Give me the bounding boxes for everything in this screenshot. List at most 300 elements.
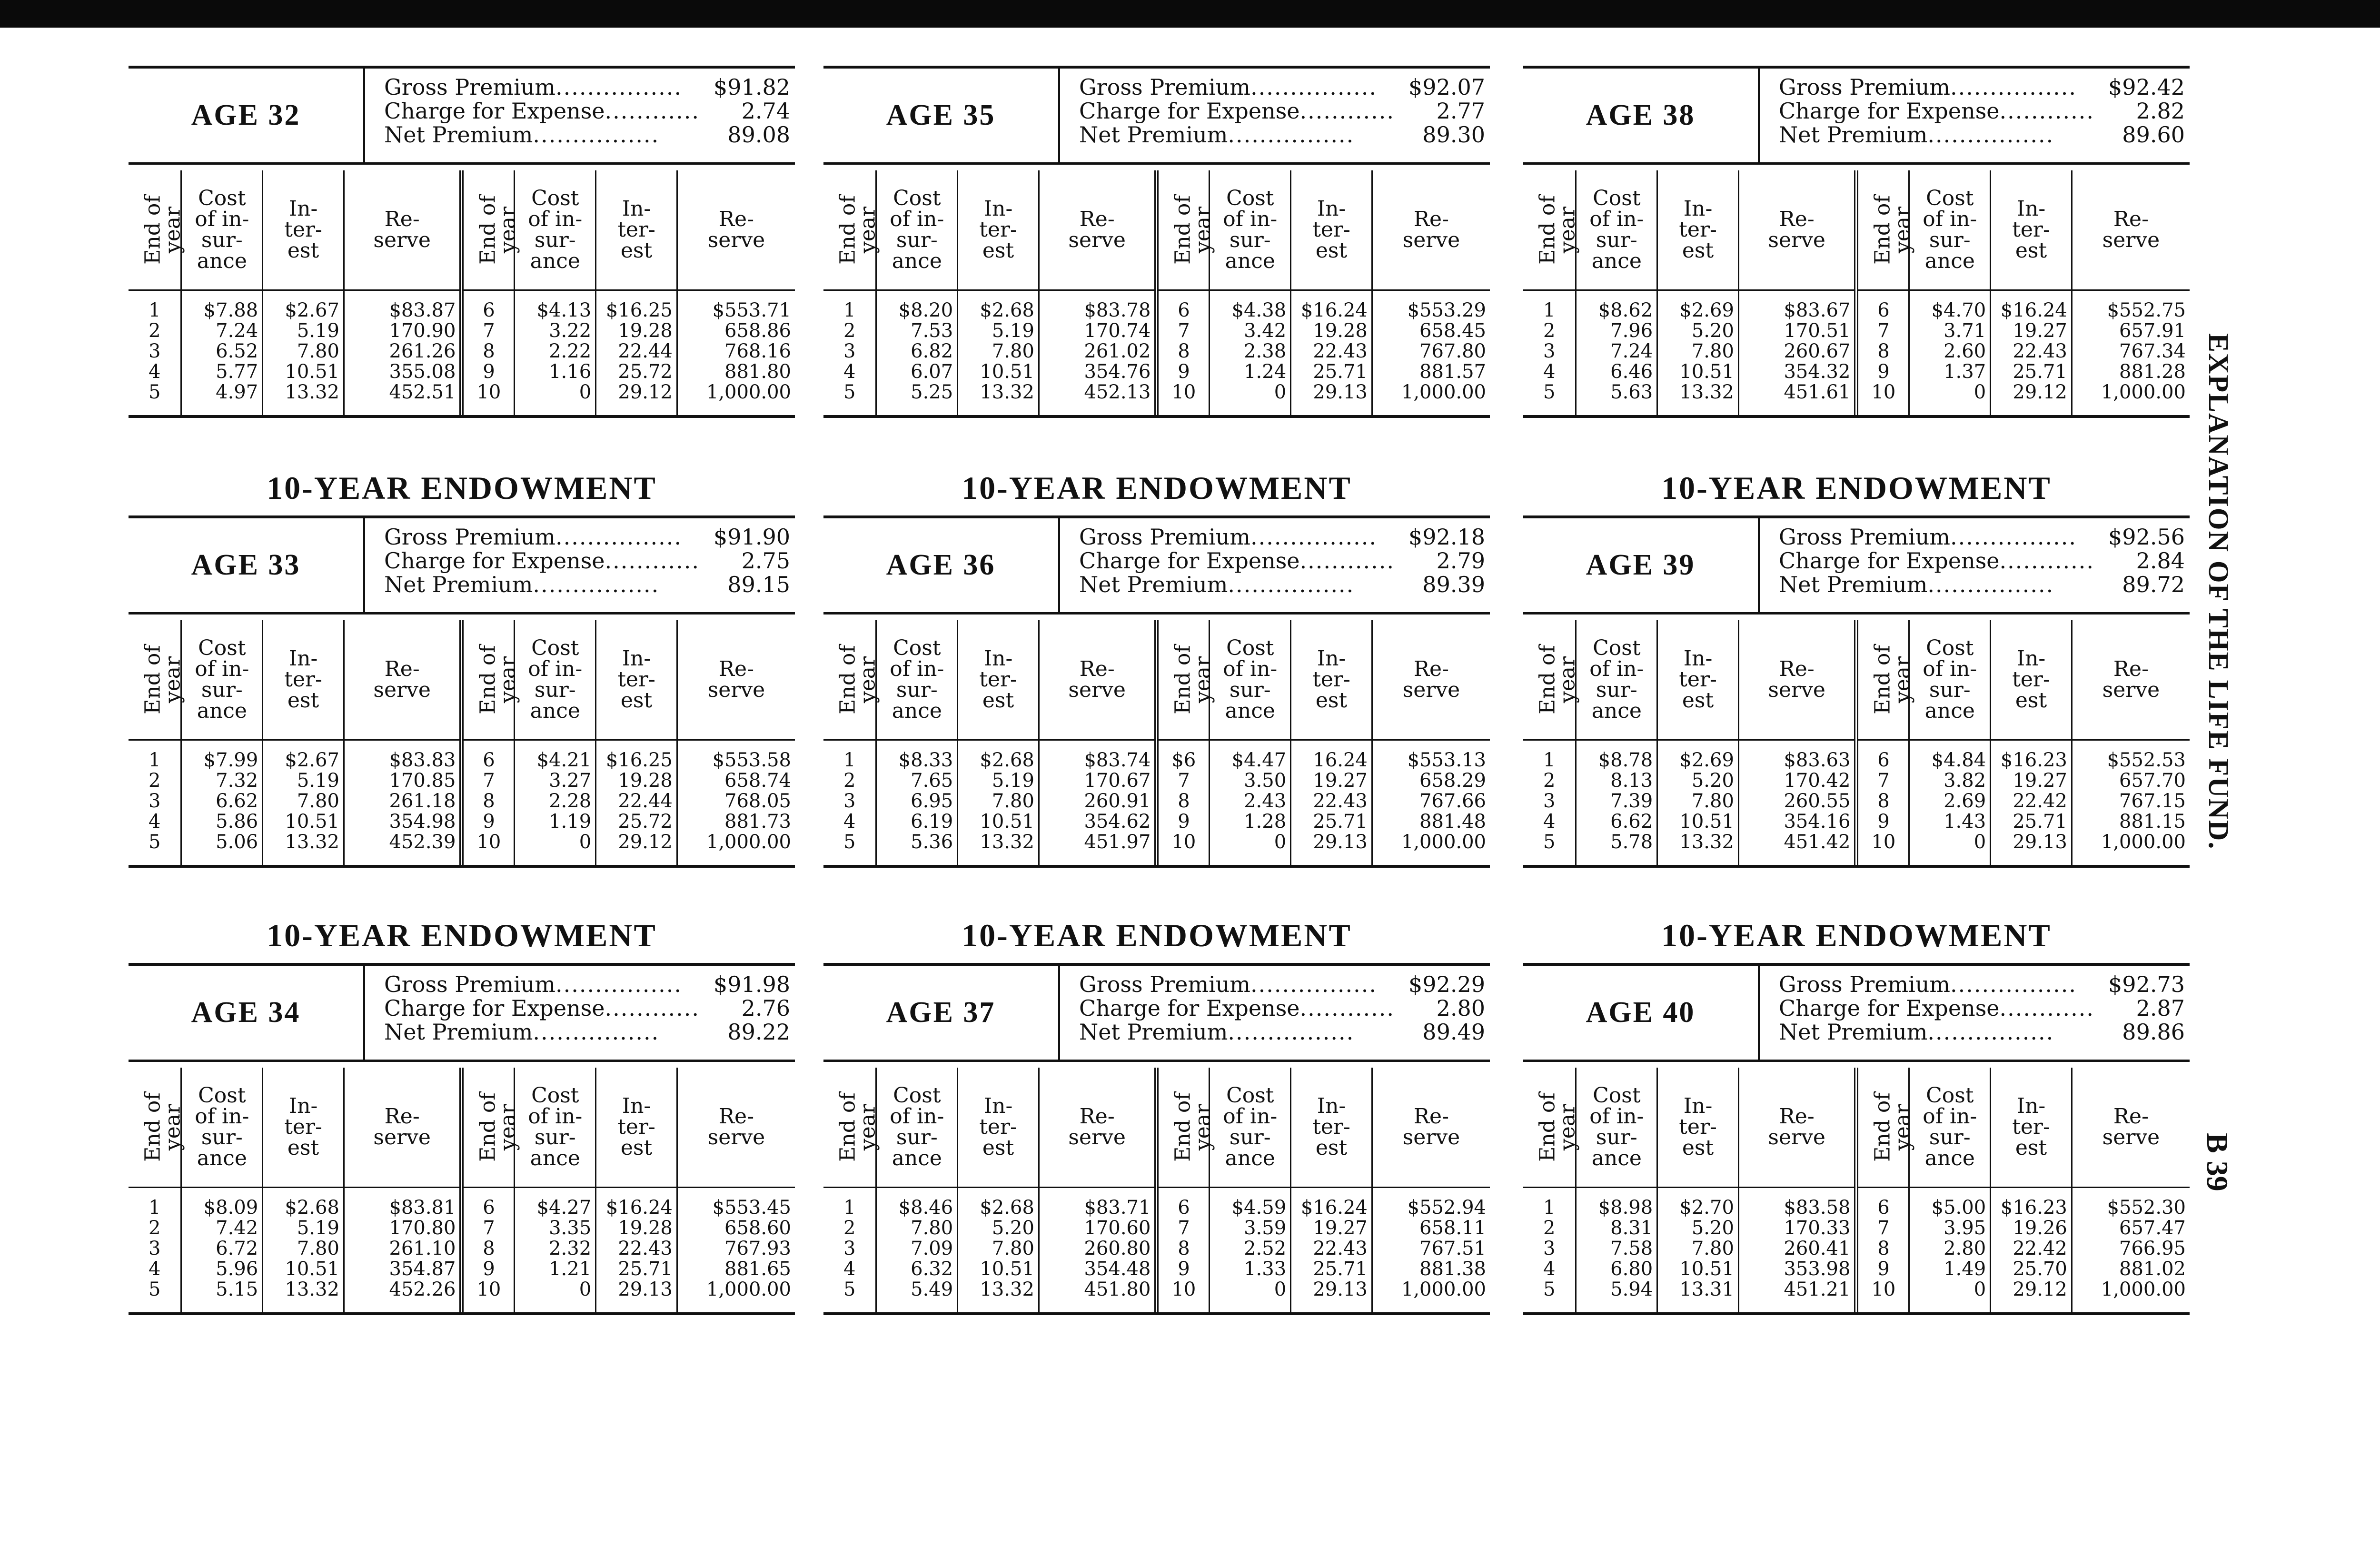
block-bottom-rule [823, 1312, 1490, 1315]
table-cell: 29.13 [1291, 1279, 1372, 1312]
table-cell: $4.70 [1909, 290, 1991, 321]
table-cell: 767.51 [1372, 1239, 1490, 1259]
table-cell: 13.32 [1657, 382, 1739, 415]
col-reserve: Re- serve [677, 1068, 795, 1188]
table-cell: 19.28 [596, 1218, 677, 1239]
col-end-of-year: End of year [129, 1068, 181, 1188]
table-row [823, 1279, 1490, 1312]
table-cell: 1,000.00 [1372, 832, 1490, 865]
table-cell: 354.48 [1039, 1259, 1157, 1279]
net-premium-value: 89.49 [1422, 1019, 1485, 1045]
block-heading [823, 19, 1490, 57]
table-cell: 10 [462, 832, 515, 865]
premium-summary [1760, 69, 2190, 162]
table-cell: $16.25 [596, 290, 677, 321]
endowment-block [823, 916, 1490, 1315]
gross-premium-value: $92.07 [1408, 74, 1485, 100]
premium-summary [1760, 966, 2190, 1060]
table-cell: $83.63 [1738, 740, 1856, 771]
net-premium-row [384, 123, 795, 147]
table-cell: 4 [1543, 1258, 1556, 1280]
gross-premium-row [1779, 972, 2190, 996]
table-cell: 768.16 [677, 341, 795, 362]
table-row [1523, 1218, 2190, 1239]
age-label: AGE 36 [823, 518, 1060, 612]
expense-charge-label: Charge for Expense [384, 98, 605, 124]
table-cell: 5.63 [1576, 382, 1657, 415]
block-heading: 10-YEAR ENDOWMENT [962, 470, 1352, 506]
table-cell: 881.38 [1372, 1259, 1490, 1279]
net-premium-label: Net Premium [1779, 572, 1928, 597]
table-row [823, 321, 1490, 341]
table-cell: 8 [1157, 791, 1210, 812]
table-cell: 6.72 [181, 1239, 263, 1259]
table-cell: $16.23 [1991, 1188, 2072, 1219]
expense-charge-row [384, 549, 795, 573]
table-cell: 3.35 [515, 1218, 596, 1239]
endowment-block [129, 916, 795, 1315]
table-cell: 2 [1543, 320, 1556, 342]
table-cell: 1,000.00 [1372, 1279, 1490, 1312]
table-cell: 5 [149, 1278, 161, 1300]
net-premium-value: 89.39 [1422, 572, 1485, 597]
table-cell: 4 [843, 1258, 856, 1280]
table-cell: 657.91 [2072, 321, 2190, 341]
table-cell: 19.27 [1991, 771, 2072, 791]
net-premium-label: Net Premium [1079, 572, 1228, 597]
table-cell: 25.72 [596, 812, 677, 832]
table-row [823, 832, 1490, 865]
table-cell: 13.31 [1657, 1279, 1739, 1312]
age-label: AGE 40 [1523, 966, 1760, 1060]
expense-charge-row [1079, 549, 1490, 573]
table-cell: 22.43 [596, 1239, 677, 1259]
table-cell: 16.24 [1291, 740, 1372, 771]
table-row [129, 362, 795, 382]
table-cell: 355.08 [344, 362, 462, 382]
reserve-table [823, 620, 1490, 865]
col-end-of-year: End of year [1523, 1068, 1576, 1188]
table-cell: 2.52 [1210, 1239, 1291, 1259]
table-cell: 767.80 [1372, 341, 1490, 362]
leader-dots: ................ [1228, 123, 1355, 147]
table-cell: 5.06 [181, 832, 263, 865]
col-end-of-year: End of year [1523, 620, 1576, 740]
col-reserve: Re- serve [1738, 170, 1856, 290]
table-cell: 451.42 [1738, 832, 1856, 865]
table-row [823, 1188, 1490, 1219]
leader-dots: ................ [533, 123, 660, 147]
col-interest: In- ter- est [958, 170, 1039, 290]
table-cell: 2.80 [1909, 1239, 1991, 1259]
table-cell: 7.80 [958, 341, 1039, 362]
expense-charge-label: Charge for Expense [1779, 995, 2000, 1021]
premium-summary [1060, 966, 1490, 1060]
table-row [129, 832, 795, 865]
leader-dots: ................ [1250, 972, 1377, 996]
table-cell: 10.51 [1657, 812, 1739, 832]
table-cell: 7.58 [1576, 1239, 1657, 1259]
table-cell: 10 [1856, 382, 1909, 415]
leader-dots: ................ [555, 525, 682, 549]
table-cell: $552.53 [2072, 740, 2190, 771]
table-cell: $2.68 [958, 290, 1039, 321]
sidebar [2190, 333, 2280, 1285]
table-row [129, 1259, 795, 1279]
block-bottom-rule [1523, 1312, 2190, 1315]
table-cell: 10 [1856, 1279, 1909, 1312]
gross-premium-value: $91.90 [714, 524, 790, 550]
block-bottom-rule [1523, 865, 2190, 868]
table-cell: $16.24 [1291, 1188, 1372, 1219]
col-end-of-year: End of year [462, 1068, 515, 1188]
table-cell: 5 [843, 831, 856, 853]
table-cell: 766.95 [2072, 1239, 2190, 1259]
table-cell: 5.20 [958, 1218, 1039, 1239]
table-cell: 7.42 [181, 1218, 263, 1239]
table-cell: 2.32 [515, 1239, 596, 1259]
table-cell: 0 [1210, 1279, 1291, 1312]
col-interest: In- ter- est [1991, 620, 2072, 740]
table-cell: 170.74 [1039, 321, 1157, 341]
table-row [129, 382, 795, 415]
leader-dots: ................ [1950, 972, 2077, 996]
table-row [1523, 1259, 2190, 1279]
expense-charge-value: 2.84 [2136, 548, 2185, 574]
table-cell: 5.49 [876, 1279, 958, 1312]
table-cell: 7.39 [1576, 791, 1657, 812]
table-cell: $8.78 [1576, 740, 1657, 771]
col-reserve: Re- serve [2072, 1068, 2190, 1188]
table-cell: 5.19 [263, 321, 344, 341]
table-cell: 10.51 [958, 362, 1039, 382]
table-cell: 7.24 [181, 321, 263, 341]
net-premium-value: 89.86 [2122, 1019, 2185, 1045]
table-cell: 7.24 [1576, 341, 1657, 362]
expense-charge-label: Charge for Expense [384, 548, 605, 574]
table-cell: 6.62 [181, 791, 263, 812]
gross-premium-row [1079, 525, 1490, 549]
table-cell: 13.32 [958, 832, 1039, 865]
table-cell: 13.32 [1657, 832, 1739, 865]
col-interest: In- ter- est [596, 1068, 677, 1188]
table-cell: 7 [1157, 321, 1210, 341]
endowment-block [1523, 469, 2190, 868]
block-bottom-rule [129, 415, 795, 418]
table-cell: 6.62 [1576, 812, 1657, 832]
col-cost-of-insurance: Cost of in- sur- ance [1576, 620, 1657, 740]
table-cell: 10.51 [958, 1259, 1039, 1279]
table-cell: 170.60 [1039, 1218, 1157, 1239]
table-cell: 354.76 [1039, 362, 1157, 382]
reserve-table [1523, 620, 2190, 865]
table-cell: 7 [462, 1218, 515, 1239]
expense-charge-row [1079, 996, 1490, 1020]
table-cell: 451.80 [1039, 1279, 1157, 1312]
table-cell: 7 [1157, 771, 1210, 791]
net-premium-value: 89.15 [727, 572, 790, 597]
premium-header [1523, 66, 2190, 165]
age-label: AGE 33 [129, 518, 365, 612]
table-row [1523, 382, 2190, 415]
table-cell: 25.72 [596, 362, 677, 382]
table-cell: 13.32 [263, 1279, 344, 1312]
table-cell: 3.22 [515, 321, 596, 341]
table-cell: 6 [1856, 1188, 1909, 1219]
table-row [823, 382, 1490, 415]
table-cell: 5.20 [1657, 771, 1739, 791]
reserve-table [1523, 170, 2190, 415]
table-cell: 4 [843, 361, 856, 383]
table-cell: 881.80 [677, 362, 795, 382]
table-cell: $4.21 [515, 740, 596, 771]
table-cell: $4.84 [1909, 740, 1991, 771]
table-cell: 7.09 [876, 1239, 958, 1259]
table-cell: 10 [1856, 832, 1909, 865]
expense-charge-label: Charge for Expense [1079, 995, 1300, 1021]
col-cost-of-insurance: Cost of in- sur- ance [1576, 170, 1657, 290]
leader-dots: ............ [1299, 549, 1395, 573]
table-cell: 2 [1543, 770, 1556, 792]
table-cell: 3 [1543, 1238, 1556, 1259]
col-cost-of-insurance: Cost of in- sur- ance [1210, 1068, 1291, 1188]
block-heading [129, 19, 795, 57]
table-row [823, 1259, 1490, 1279]
net-premium-value: 89.22 [727, 1019, 790, 1045]
gross-premium-label: Gross Premium [1779, 524, 1951, 550]
table-cell: 6 [1856, 290, 1909, 321]
table-cell: 1 [149, 299, 161, 321]
table-cell: 1.19 [515, 812, 596, 832]
age-label: AGE 38 [1523, 69, 1760, 162]
gross-premium-value: $92.56 [2108, 524, 2185, 550]
age-label: AGE 34 [129, 966, 365, 1060]
col-cost-of-insurance: Cost of in- sur- ance [1909, 620, 1991, 740]
table-cell: 7.32 [181, 771, 263, 791]
col-reserve: Re- serve [344, 170, 462, 290]
premium-header [129, 963, 795, 1062]
table-cell: 8 [462, 341, 515, 362]
premium-summary [1060, 69, 1490, 162]
endowment-block [129, 19, 795, 418]
table-cell: 6 [1157, 1188, 1210, 1219]
table-cell: 25.71 [1291, 1259, 1372, 1279]
table-cell: 0 [515, 832, 596, 865]
table-cell: 25.71 [1291, 362, 1372, 382]
table-cell: 7 [1856, 321, 1909, 341]
table-cell: 9 [462, 812, 515, 832]
table-cell: 5 [843, 1278, 856, 1300]
col-reserve: Re- serve [1372, 170, 1490, 290]
table-cell: 261.18 [344, 791, 462, 812]
col-reserve: Re- serve [1738, 620, 1856, 740]
table-cell: 25.71 [596, 1259, 677, 1279]
table-row [823, 771, 1490, 791]
block-heading [1523, 19, 2190, 57]
expense-charge-value: 2.79 [1436, 548, 1485, 574]
net-premium-label: Net Premium [384, 1019, 533, 1045]
table-cell: $16.24 [596, 1188, 677, 1219]
col-interest: In- ter- est [1291, 1068, 1372, 1188]
table-cell: 7 [1157, 1218, 1210, 1239]
table-cell: 10 [1157, 382, 1210, 415]
table-row [129, 740, 795, 771]
table-cell: 452.51 [344, 382, 462, 415]
expense-charge-value: 2.74 [741, 98, 790, 124]
net-premium-row [1079, 1020, 1490, 1044]
col-interest: In- ter- est [1291, 620, 1372, 740]
table-cell: 5.20 [1657, 1218, 1739, 1239]
table-cell: 1 [843, 299, 856, 321]
leader-dots: ................ [1228, 1020, 1355, 1044]
table-cell: 22.42 [1991, 1239, 2072, 1259]
expense-charge-row [1779, 99, 2190, 123]
table-cell: 4 [1543, 361, 1556, 383]
reserve-table [129, 620, 795, 865]
table-cell: $2.68 [958, 1188, 1039, 1219]
table-cell: 354.16 [1738, 812, 1856, 832]
col-reserve: Re- serve [2072, 620, 2190, 740]
table-cell: 9 [1856, 812, 1909, 832]
table-row [129, 290, 795, 321]
table-cell: 0 [515, 382, 596, 415]
net-premium-label: Net Premium [1779, 122, 1928, 148]
table-cell: 767.15 [2072, 791, 2190, 812]
endowment-block [1523, 19, 2190, 418]
table-cell: $2.68 [263, 1188, 344, 1219]
col-end-of-year: End of year [1523, 170, 1576, 290]
expense-charge-label: Charge for Expense [1779, 98, 2000, 124]
leader-dots: ................ [555, 75, 682, 99]
col-cost-of-insurance: Cost of in- sur- ance [515, 1068, 596, 1188]
table-row [1523, 1188, 2190, 1219]
table-cell: 22.44 [596, 341, 677, 362]
table-cell: 7 [1856, 1218, 1909, 1239]
table-cell: 6.95 [876, 791, 958, 812]
table-cell: 3 [843, 790, 856, 812]
table-cell: 2.69 [1909, 791, 1991, 812]
table-cell: 5.19 [263, 1218, 344, 1239]
table-cell: 451.97 [1039, 832, 1157, 865]
table-cell: 10.51 [263, 1259, 344, 1279]
table-cell: 7.80 [1657, 791, 1739, 812]
table-cell: 5 [843, 381, 856, 403]
table-cell: 25.70 [1991, 1259, 2072, 1279]
table-cell: 6.07 [876, 362, 958, 382]
table-cell: 3 [843, 340, 856, 362]
col-end-of-year: End of year [1157, 620, 1210, 740]
leader-dots: ................ [1950, 525, 2077, 549]
block-heading: 10-YEAR ENDOWMENT [962, 917, 1352, 953]
expense-charge-label: Charge for Expense [384, 995, 605, 1021]
premium-summary [365, 966, 795, 1060]
table-row [129, 812, 795, 832]
table-cell: 1,000.00 [677, 832, 795, 865]
table-cell: $2.69 [1657, 740, 1739, 771]
table-cell: 2.38 [1210, 341, 1291, 362]
table-cell: 5 [149, 381, 161, 403]
table-cell: 29.13 [1291, 832, 1372, 865]
table-cell: 6 [462, 740, 515, 771]
leader-dots: ................ [555, 972, 682, 996]
gross-premium-value: $92.42 [2108, 74, 2185, 100]
table-cell: 7.80 [958, 1239, 1039, 1259]
table-cell: 3 [843, 1238, 856, 1259]
table-row [1523, 791, 2190, 812]
table-cell: 3 [149, 790, 161, 812]
col-cost-of-insurance: Cost of in- sur- ance [876, 1068, 958, 1188]
col-cost-of-insurance: Cost of in- sur- ance [181, 170, 263, 290]
table-cell: $4.59 [1210, 1188, 1291, 1219]
expense-charge-row [384, 996, 795, 1020]
premium-summary [1760, 518, 2190, 612]
col-reserve: Re- serve [1039, 620, 1157, 740]
table-cell: 170.51 [1738, 321, 1856, 341]
table-cell: 9 [462, 1259, 515, 1279]
table-cell: 881.57 [1372, 362, 1490, 382]
expense-charge-row [384, 99, 795, 123]
expense-charge-row [1079, 99, 1490, 123]
col-reserve: Re- serve [2072, 170, 2190, 290]
table-cell: 29.12 [596, 382, 677, 415]
table-cell: 354.32 [1738, 362, 1856, 382]
table-cell: 2 [149, 320, 161, 342]
table-cell: $2.68 [958, 740, 1039, 771]
table-cell: $7.99 [181, 740, 263, 771]
table-cell: 3.95 [1909, 1218, 1991, 1239]
table-cell: 4 [149, 361, 161, 383]
table-cell: 1 [149, 1197, 161, 1219]
col-interest: In- ter- est [263, 170, 344, 290]
leader-dots: ............ [605, 99, 700, 123]
leader-dots: ................ [1228, 573, 1355, 596]
net-premium-value: 89.72 [2122, 572, 2185, 597]
col-interest: In- ter- est [596, 170, 677, 290]
col-cost-of-insurance: Cost of in- sur- ance [515, 620, 596, 740]
col-interest: In- ter- est [958, 1068, 1039, 1188]
table-cell: 19.27 [1291, 771, 1372, 791]
table-cell: 3 [1543, 790, 1556, 812]
block-heading: 10-YEAR ENDOWMENT [267, 917, 657, 953]
table-cell: 260.41 [1738, 1239, 1856, 1259]
net-premium-row [1079, 573, 1490, 596]
age-label: AGE 32 [129, 69, 365, 162]
table-cell: $83.67 [1738, 290, 1856, 321]
net-premium-label: Net Premium [1079, 1019, 1228, 1045]
table-cell: $552.75 [2072, 290, 2190, 321]
table-cell: 10 [1157, 1279, 1210, 1312]
expense-charge-label: Charge for Expense [1779, 548, 2000, 574]
table-cell: 22.43 [1291, 341, 1372, 362]
col-end-of-year: End of year [823, 620, 876, 740]
table-cell: 261.02 [1039, 341, 1157, 362]
table-cell: 451.21 [1738, 1279, 1856, 1312]
col-end-of-year: End of year [129, 170, 181, 290]
table-cell: 261.26 [344, 341, 462, 362]
table-cell: 658.86 [677, 321, 795, 341]
table-cell: 1,000.00 [2072, 382, 2190, 415]
table-row [823, 341, 1490, 362]
table-cell: 7.80 [958, 791, 1039, 812]
col-interest: In- ter- est [958, 620, 1039, 740]
table-cell: 6.46 [1576, 362, 1657, 382]
net-premium-value: 89.60 [2122, 122, 2185, 148]
table-cell: 2 [843, 320, 856, 342]
col-interest: In- ter- est [263, 620, 344, 740]
table-cell: 3.27 [515, 771, 596, 791]
table-row [129, 341, 795, 362]
table-cell: 4 [843, 811, 856, 832]
